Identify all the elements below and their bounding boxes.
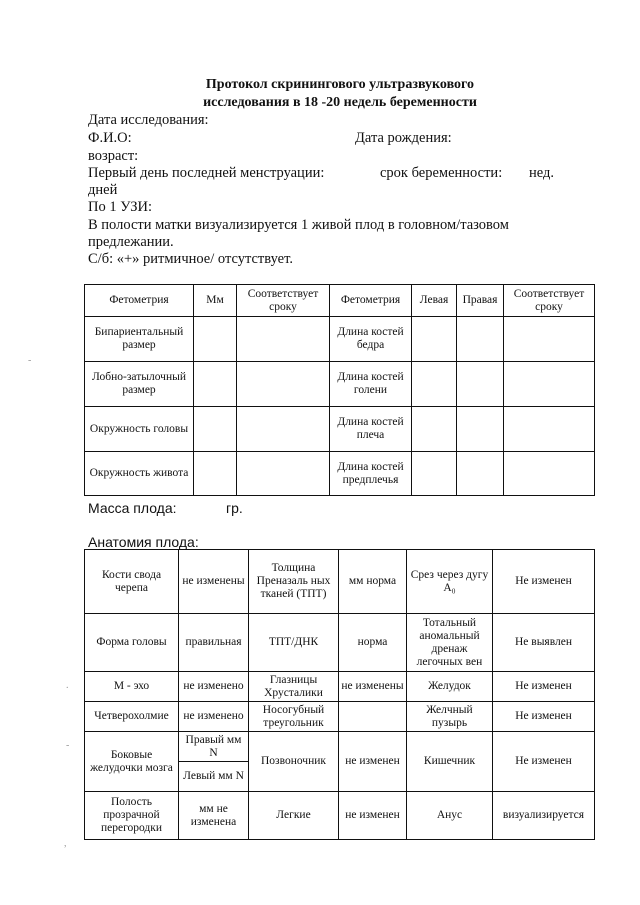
empty-cell[interactable] [412,452,457,496]
anatomy-organ: Кости свода черепа [85,550,179,614]
anatomy-status: Правый мм N [179,732,249,762]
empty-cell[interactable] [457,452,504,496]
anatomy-organ: Срез через дугу А₀ [407,550,493,614]
table-row [85,702,595,732]
anatomy-status: Не выявлен [493,614,595,672]
heartbeat-text: С/б: «+» ритмичное/ отсутствует. [88,251,293,267]
table-row [85,452,595,496]
fetometry-table [84,284,595,496]
scan-mark: - [66,740,70,751]
fetometry-header-row [85,285,595,317]
table-row [85,550,595,614]
header-matches-term-left: Соответствует сроку [237,285,330,317]
empty-cell[interactable] [457,317,504,362]
header-fetometry-right: Фетометрия [330,285,412,317]
anatomy-organ: Боковые желудочки мозга [85,732,179,792]
fetometry-row-label: Длина костей бедра [330,317,412,362]
empty-cell[interactable] [504,362,595,407]
empty-cell[interactable] [504,407,595,452]
anatomy-organ: Желудок [407,672,493,702]
fetometry-row-label: Бипариентальный размер [85,317,194,362]
empty-cell[interactable] [457,362,504,407]
anatomy-status: не изменены [179,550,249,614]
empty-cell[interactable] [237,317,330,362]
anatomy-organ: Тотальный аномальный дренаж легочных вен [407,614,493,672]
header-matches-term-right: Соответствует сроку [504,285,595,317]
anatomy-organ: Глазницы Хрусталики [249,672,339,702]
anatomy-organ: Форма головы [85,614,179,672]
empty-cell[interactable] [237,362,330,407]
anatomy-organ: Позвоночник [249,732,339,792]
table-row [85,614,595,672]
anatomy-organ: Анус [407,792,493,840]
weeks-label: нед. [529,165,555,181]
presentation-text: предлежании. [88,234,174,250]
uterus-text: В полости матки визуализируется 1 живой плод в головном/тазовом [88,217,509,233]
anatomy-heading: Анатомия плода: [88,534,199,550]
header-fetometry-left: Фетометрия [85,285,194,317]
title-line-2: исследования в 18 -20 недель беременности [203,95,477,110]
anatomy-organ: Желчный пузырь [407,702,493,732]
fetometry-row-label: Длина костей голени [330,362,412,407]
table-row [85,317,595,362]
anatomy-status: норма [339,614,407,672]
fetometry-row-label: Длина костей плеча [330,407,412,452]
anatomy-status: не изменено [179,672,249,702]
anatomy-organ: Носогубный треугольник [249,702,339,732]
title-line-1: Протокол скринингового ультразвукового [205,77,475,92]
empty-cell[interactable] [412,317,457,362]
protocol-title [150,76,530,112]
table-row [85,672,595,702]
anatomy-status: мм не изменена [179,792,249,840]
header-right-side: Правая [457,285,504,317]
anatomy-organ: Легкие [249,792,339,840]
table-row [85,362,595,407]
fetometry-row-label: Окружность живота [85,452,194,496]
scan-mark: , [64,838,67,849]
birth-date-label: Дата рождения: [355,130,452,146]
anatomy-status: Не изменен [493,732,595,792]
anatomy-status: правильная [179,614,249,672]
anatomy-organ: М - эхо [85,672,179,702]
grams-label: гр. [226,500,243,516]
empty-cell[interactable] [457,407,504,452]
empty-cell[interactable] [412,407,457,452]
empty-cell[interactable] [194,452,237,496]
anatomy-status: не изменено [179,702,249,732]
empty-cell[interactable] [194,362,237,407]
anatomy-status: мм норма [339,550,407,614]
table-row [85,792,595,840]
empty-cell[interactable] [412,362,457,407]
age-label: возраст: [88,148,139,164]
us1-label: По 1 УЗИ: [88,199,153,215]
header-left-side: Левая [412,285,457,317]
fetometry-row-label: Длина костей предплечья [330,452,412,496]
exam-date-label: Дата исследования: [88,112,209,128]
fetometry-row-label: Лобно-затылочный размер [85,362,194,407]
fio-label: Ф.И.О: [88,130,132,146]
empty-cell[interactable] [504,317,595,362]
anatomy-status: Не изменен [493,672,595,702]
fetal-mass-label: Масса плода: [88,500,177,516]
table-row [85,732,595,762]
empty-cell[interactable] [237,407,330,452]
term-label: срок беременности: [380,165,503,181]
anatomy-status: визуализируется [493,792,595,840]
anatomy-status: Левый мм N [179,762,249,792]
empty-cell[interactable] [237,452,330,496]
empty-cell[interactable] [194,317,237,362]
fetometry-row-label: Окружность головы [85,407,194,452]
scan-mark: - [28,355,32,366]
anatomy-status: не изменен [339,792,407,840]
anatomy-organ: Четверохолмие [85,702,179,732]
anatomy-status: Не изменен [493,702,595,732]
header-mm: Мм [194,285,237,317]
anatomy-table [84,549,595,840]
anatomy-status[interactable] [339,702,407,732]
table-row [85,407,595,452]
anatomy-status: Не изменен [493,550,595,614]
anatomy-organ: Толщина Преназаль ных тканей (ТПТ) [249,550,339,614]
days-label: дней [88,182,118,198]
scan-mark: . [66,680,69,691]
anatomy-organ: Полость прозрачной перегородки [85,792,179,840]
empty-cell[interactable] [194,407,237,452]
empty-cell[interactable] [504,452,595,496]
anatomy-organ: ТПТ/ДНК [249,614,339,672]
anatomy-status: не изменены [339,672,407,702]
anatomy-status: не изменен [339,732,407,792]
lmp-label: Первый день последней менструации: [88,165,325,181]
anatomy-organ: Кишечник [407,732,493,792]
